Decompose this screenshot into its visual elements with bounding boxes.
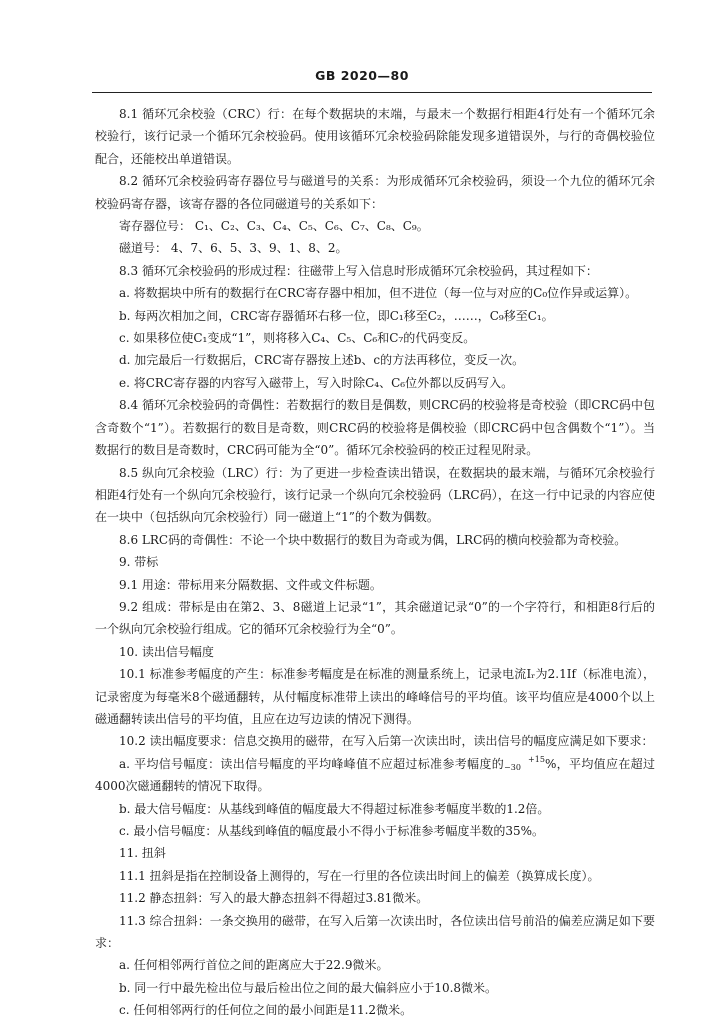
avg-amplitude-text-end: %，平均值应在超过4000次磁通翻转的情况下取得。 [95, 756, 655, 794]
section-8-3: 8.3 循环冗余校验码的形成过程：往磁带上写入信息时形成循环冗余校验码，其过程如下： [119, 263, 598, 278]
section-9-heading: 9. 带标 [119, 555, 159, 570]
header-rule [92, 92, 652, 93]
tolerance-fraction [504, 756, 545, 772]
section-10-1: 10.1 标准参考幅度的产生：标准参考幅度是在标准的测量系统上，记录电流Iᵣ为2.1If（标准电流），记录密度为每毫米8个磁通翻转，从付幅度标准带上读出的峰峰信号的平均值。该平均值应是4000个以上磁通翻转读出信号的平均值，且应在边写边读的情况下测得。 [95, 667, 655, 726]
list-item-10-2-a [95, 753, 655, 798]
section-10-2: 10.2 读出幅度要求：信息交换用的磁带，在写入后第一次读出时，读出信号的幅度应满足如下要求： [119, 734, 654, 749]
page-header: GB 2020—80 [315, 68, 409, 83]
section-9-2: 9.2 组成：带标是由在第2、3、8磁道上记录“1”，其余磁道记录“0”的一个字符行，和相距8行后的一个纵向冗余校验行组成。它的循环冗余校验行为全“0”。 [95, 599, 655, 637]
list-item-11-3-a: a. 任何相邻两行首位之间的距离应大于22.9微米。 [119, 958, 389, 973]
list-item-11-3-c: c. 任何相邻两行的任何位之间的最小间距是11.2微米。 [119, 1003, 413, 1018]
section-8-4: 8.4 循环冗余校验码的奇偶性：若数据行的数目是偶数，则CRC码的校验将是奇校验（即CRC码中包含奇数个“1”）。若数据行的数目是奇数，则CRC码的校验将是偶校验（即CRC码中包含偶数个“1”）。当数据行的数目是奇数时，CRC码可能为全“0”。循环冗余校验码的校正过程见附录。 [95, 398, 655, 458]
avg-amplitude-text: a. 平均信号幅度：读出信号幅度的平均峰峰值不应超过标准参考幅度的 [119, 756, 505, 771]
section-8-5: 8.5 纵向冗余校验（LRC）行：为了更进一步检查读出错误，在数据块的最末端，与循环冗余校验行相距4行处有一个纵向冗余校验行，该行记录一个纵向冗余校验码（LRC码），在这一行中记录的内容应使在一块中（包括纵向冗余校验行）同一磁道上“1”的个数为偶数。 [95, 465, 655, 525]
register-bits-line: 寄存器位号： C₁、C₂、C₃、C₄、C₅、C₆、C₇、C₈、C₉。 [119, 219, 429, 234]
list-item-8-3-e: e. 将CRC寄存器的内容写入磁带上，写入时除C₄、C₆位外都以反码写入。 [119, 375, 514, 390]
section-8-2: 8.2 循环冗余校验码寄存器位号与磁道号的关系：为形成循环冗余校验码，须设一个九位的循环冗余校验码寄存器，该寄存器的各位同磁道号的关系如下： [95, 174, 655, 211]
list-item-8-3-b: b. 每两次相加之间，CRC寄存器循环右移一位，即C₁移至C₂，……，C₉移至C₁。 [119, 308, 554, 323]
list-item-8-3-c: c. 如果移位使C₁变成“1”，则将移入C₄、C₅、C₆和C₇的代码变反。 [119, 331, 476, 346]
section-11-2: 11.2 静态扭斜：写入的最大静态扭斜不得超过3.81微米。 [119, 891, 429, 906]
list-item-8-3-a: a. 将数据块中所有的数据行在CRC寄存器中相加，但不进位（每一位与对应的C₀位作异或运算）。 [119, 286, 638, 301]
tolerance-minus: −30 [504, 763, 521, 773]
section-10-heading: 10. 读出信号幅度 [119, 644, 214, 659]
section-11-1: 11.1 扭斜是指在控制设备上测得的，写在一行里的各位读出时间上的偏差（换算成长度）。 [119, 868, 600, 883]
section-11-3: 11.3 综合扭斜：一条交换用的磁带，在写入后第一次读出时，各位读出信号前沿的偏差应满足如下要求： [95, 913, 655, 951]
list-item-11-3-b: b. 同一行中最先检出位与最后检出位之间的最大偏斜应小于10.8微米。 [119, 980, 498, 995]
section-8-1: 8.1 循环冗余校验（CRC）行：在每个数据块的末端，与最末一个数据行相距4行处有一个循环冗余校验行，该行记录一个循环冗余校验码。使用该循环冗余校验码除能发现多道错误外，与行的奇偶校验位配合，还能校出单道错误。 [95, 107, 655, 166]
body-text [95, 103, 655, 1022]
tolerance-plus: +15 [528, 755, 545, 765]
track-numbers-line: 磁道号： 4、7、6、5、3、9、1、8、2。 [119, 241, 348, 256]
section-8-6: 8.6 LRC码的奇偶性：不论一个块中数据行的数目为奇或为偶，LRC码的横向校验都为奇校验。 [119, 532, 627, 547]
list-item-10-2-c: c. 最小信号幅度：从基线到峰值的幅度最小不得小于标准参考幅度半数的35%。 [119, 824, 545, 838]
list-item-8-3-d: d. 加完最后一行数据后，CRC寄存器按上述b、c的方法再移位，变反一次。 [119, 353, 525, 368]
section-11-heading: 11. 扭斜 [119, 846, 166, 861]
list-item-10-2-b: b. 最大信号幅度：从基线到峰值的幅度最大不得超过标准参考幅度半数的1.2倍。 [119, 801, 550, 816]
section-9-1: 9.1 用途：带标用来分隔数据、文件或文件标题。 [119, 577, 382, 592]
